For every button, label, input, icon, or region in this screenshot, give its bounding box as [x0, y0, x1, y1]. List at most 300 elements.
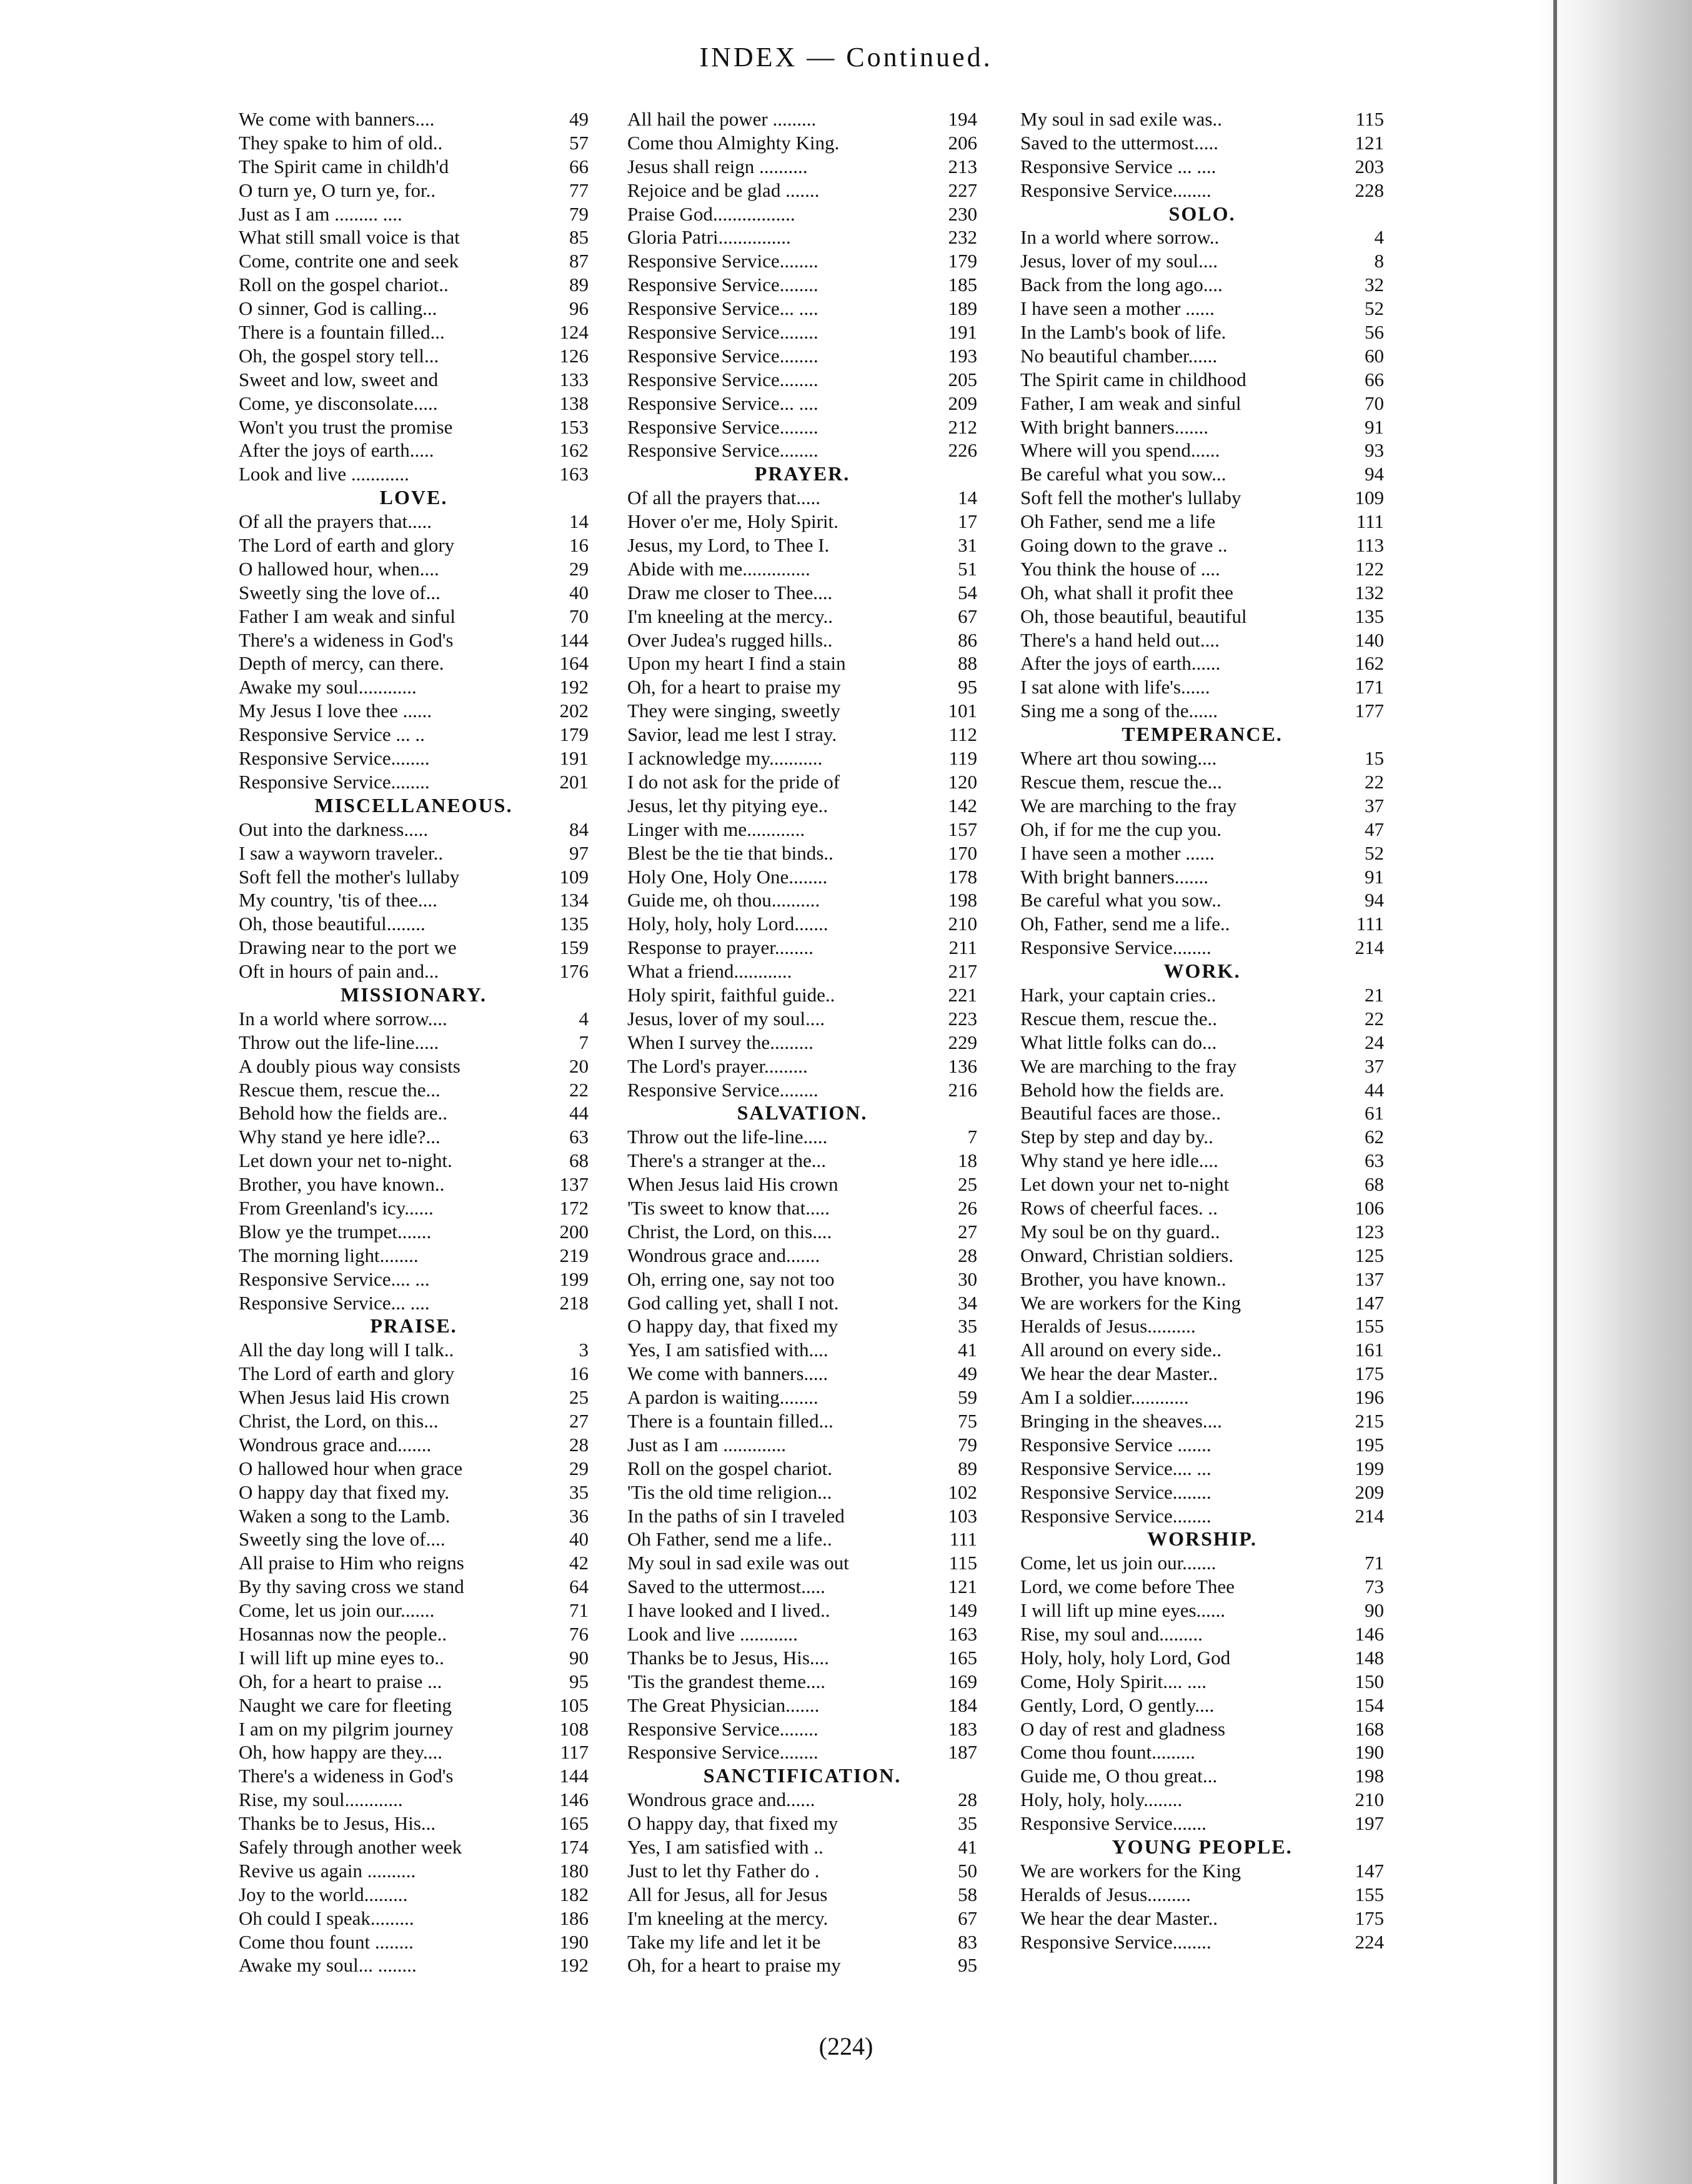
index-entry — [1020, 841, 1384, 865]
entry-page-number: 22 — [1365, 1007, 1384, 1030]
entry-title: Response to prayer........ — [627, 936, 814, 959]
entry-title: Jesus, lover of my soul.... — [627, 1007, 825, 1030]
entry-title: 'Tis the old time religion... — [627, 1481, 832, 1503]
entry-page-number: 119 — [948, 747, 977, 770]
entry-page-number: 83 — [958, 1930, 977, 1953]
index-entry — [239, 1196, 589, 1220]
entry-title: Of all the prayers that..... — [627, 487, 821, 509]
entry-title: Christ, the Lord, on this... — [239, 1409, 439, 1432]
entry-page-number: 63 — [569, 1126, 589, 1148]
entry-page-number: 168 — [1355, 1717, 1384, 1740]
index-entry — [239, 960, 589, 983]
entry-page-number: 22 — [569, 1078, 589, 1101]
entry-page-number: 20 — [569, 1055, 589, 1077]
index-entry — [1020, 865, 1384, 889]
entry-title: I will lift up mine eyes...... — [1020, 1599, 1226, 1622]
entry-page-number: 27 — [958, 1220, 977, 1243]
index-entry — [1020, 107, 1384, 131]
index-entry — [627, 439, 977, 462]
entry-title: My Jesus I love thee ...... — [239, 700, 432, 722]
entry-title: Come thou fount ........ — [239, 1930, 414, 1953]
entry-title: My soul be on thy guard.. — [1020, 1220, 1220, 1243]
entry-page-number: 91 — [1365, 415, 1384, 438]
index-entry — [627, 1457, 977, 1481]
index-entry — [239, 1575, 589, 1599]
entry-title: Draw me closer to Thee.... — [627, 581, 833, 603]
entry-title: Heralds of Jesus......... — [1020, 1883, 1191, 1905]
entry-page-number: 164 — [559, 652, 589, 675]
entry-page-number: 93 — [1365, 439, 1384, 462]
index-entry — [239, 581, 589, 605]
entry-title: Hover o'er me, Holy Spirit. — [627, 510, 839, 533]
entry-page-number: 94 — [1365, 889, 1384, 911]
entry-page-number: 14 — [958, 487, 977, 509]
index-entry — [239, 1078, 589, 1102]
entry-title: Be careful what you sow.. — [1020, 889, 1222, 911]
section-heading: TEMPERANCE. — [1122, 723, 1283, 746]
entry-page-number: 44 — [569, 1102, 589, 1124]
entry-page-number: 22 — [1365, 770, 1384, 793]
entry-title: Roll on the gospel chariot. — [627, 1457, 833, 1479]
entry-page-number: 133 — [559, 368, 589, 390]
entry-page-number: 37 — [1365, 1055, 1384, 1077]
entry-title: Responsive Service........ — [627, 1717, 819, 1740]
entry-page-number: 28 — [958, 1244, 977, 1266]
entry-title: O day of rest and gladness — [1020, 1717, 1225, 1740]
entry-page-number: 159 — [559, 936, 589, 959]
index-entry — [627, 1196, 977, 1220]
entry-title: You think the house of .... — [1020, 557, 1220, 580]
entry-title: All for Jesus, all for Jesus — [627, 1883, 828, 1905]
entry-page-number: 228 — [1355, 179, 1384, 201]
entry-page-number: 137 — [1355, 1268, 1384, 1290]
index-entry — [1020, 226, 1384, 249]
entry-page-number: 186 — [559, 1907, 589, 1929]
entry-title: Father I am weak and sinful — [239, 605, 455, 627]
entry-page-number: 147 — [1355, 1291, 1384, 1314]
entry-title: We are workers for the King — [1020, 1291, 1242, 1314]
entry-title: We are marching to the fray — [1020, 794, 1237, 817]
entry-page-number: 30 — [958, 1268, 977, 1290]
index-entry — [239, 1812, 589, 1835]
index-entry — [239, 1291, 589, 1315]
index-entry — [239, 462, 589, 486]
entry-page-number: 179 — [559, 723, 589, 746]
entry-title: Oh Father, send me a life — [1020, 510, 1216, 533]
entry-title: Come, Holy Spirit.... .... — [1020, 1670, 1207, 1692]
entry-page-number: 15 — [1365, 747, 1384, 770]
entry-page-number: 162 — [559, 439, 589, 462]
entry-title: Out into the darkness..... — [239, 818, 429, 840]
entry-page-number: 86 — [958, 628, 977, 651]
entry-page-number: 161 — [1355, 1339, 1384, 1361]
entry-title: Rows of cheerful faces. .. — [1020, 1196, 1218, 1219]
entry-title: Christ, the Lord, on this.... — [627, 1220, 832, 1243]
entry-page-number: 212 — [948, 415, 977, 438]
index-entry — [627, 1527, 977, 1551]
entry-title: Thanks be to Jesus, His.... — [627, 1646, 829, 1669]
index-entry — [627, 770, 977, 794]
index-entry — [1020, 794, 1384, 818]
entry-page-number: 182 — [559, 1883, 589, 1905]
binding-shadow — [1553, 0, 1557, 2184]
index-entry — [1020, 486, 1384, 510]
entry-page-number: 218 — [559, 1291, 589, 1314]
index-entry — [239, 1764, 589, 1788]
entry-title: Just to let thy Father do . — [627, 1859, 820, 1882]
section-heading: LOVE. — [379, 486, 448, 509]
index-entry — [627, 652, 977, 675]
index-column-2 — [627, 107, 977, 1977]
entry-title: Holy, holy, holy Lord, God — [1020, 1646, 1231, 1669]
entry-page-number: 57 — [569, 131, 589, 154]
entry-title: Yes, I am satisfied with .. — [627, 1836, 824, 1859]
index-entry — [1020, 534, 1384, 557]
entry-title: Throw out the life-line..... — [239, 1031, 439, 1053]
entry-title: Bringing in the sheaves.... — [1020, 1409, 1222, 1432]
index-entry — [239, 1409, 589, 1433]
entry-title: Responsive Service... .... — [627, 392, 819, 414]
index-entry — [627, 1930, 977, 1954]
index-entry — [239, 628, 589, 652]
index-entry — [1020, 1551, 1384, 1575]
index-entry — [627, 226, 977, 249]
entry-page-number: 96 — [569, 297, 589, 320]
entry-title: Praise God................. — [627, 202, 795, 225]
index-entry — [627, 936, 977, 960]
entry-title: Sweetly sing the love of.... — [239, 1528, 445, 1551]
entry-title: Responsive Service........ — [1020, 1481, 1212, 1503]
index-entry — [1020, 1314, 1384, 1338]
index-entry — [1020, 1173, 1384, 1196]
entry-title: Responsive Service ... .... — [1020, 155, 1217, 177]
entry-title: Oh, for a heart to praise my — [627, 1954, 841, 1977]
index-entry — [239, 1622, 589, 1646]
index-entry — [239, 1433, 589, 1457]
entry-page-number: 125 — [1355, 1244, 1384, 1266]
page-title: INDEX — Continued. — [699, 42, 993, 72]
index-entry — [1020, 1055, 1384, 1078]
index-entry — [239, 1859, 589, 1883]
section-heading: WORSHIP. — [1147, 1527, 1257, 1551]
entry-page-number: 36 — [569, 1504, 589, 1527]
index-entry — [239, 202, 589, 226]
entry-title: Guide me, oh thou.......... — [627, 889, 820, 911]
entry-title: Behold how the fields are.. — [239, 1102, 448, 1124]
entry-title: I'm kneeling at the mercy.. — [627, 605, 833, 627]
entry-page-number: 111 — [1356, 510, 1384, 533]
entry-page-number: 199 — [1355, 1457, 1384, 1479]
index-entry — [239, 652, 589, 675]
entry-page-number: 232 — [948, 226, 977, 249]
entry-title: Sweet and low, sweet and — [239, 368, 439, 390]
entry-page-number: 41 — [958, 1339, 977, 1361]
entry-title: Linger with me............ — [627, 818, 805, 840]
entry-page-number: 67 — [958, 1907, 977, 1929]
index-entry — [1020, 344, 1384, 368]
index-entry — [627, 605, 977, 628]
entry-page-number: 71 — [569, 1599, 589, 1622]
index-entry — [239, 320, 589, 344]
index-entry — [627, 1149, 977, 1173]
entry-title: Rescue them, rescue the... — [239, 1078, 440, 1101]
index-entry — [1020, 1078, 1384, 1102]
entry-page-number: 183 — [948, 1717, 977, 1740]
entry-title: When Jesus laid His crown — [239, 1386, 450, 1409]
entry-title: Brother, you have known.. — [1020, 1268, 1227, 1290]
entry-page-number: 169 — [948, 1670, 977, 1692]
entry-title: What still small voice is that — [239, 226, 460, 249]
entry-page-number: 27 — [569, 1409, 589, 1432]
entry-page-number: 49 — [569, 108, 589, 130]
entry-title: Onward, Christian soldiers. — [1020, 1244, 1233, 1266]
index-entry — [239, 1835, 589, 1859]
index-entry — [627, 1314, 977, 1338]
index-entry — [239, 1031, 589, 1055]
entry-title: They were singing, sweetly — [627, 700, 840, 722]
index-entry — [239, 912, 589, 936]
index-entry — [1020, 1481, 1384, 1504]
index-entry — [1020, 1196, 1384, 1220]
index-entry — [239, 297, 589, 320]
entry-title: Depth of mercy, can there. — [239, 652, 444, 675]
index-entry — [239, 1694, 589, 1717]
index-entry — [627, 1220, 977, 1244]
entry-page-number: 7 — [967, 1126, 977, 1148]
entry-title: Sing me a song of the...... — [1020, 700, 1218, 722]
index-entry — [627, 1670, 977, 1694]
index-entry — [1020, 1457, 1384, 1481]
index-entry — [1020, 1125, 1384, 1149]
index-entry — [627, 510, 977, 534]
entry-title: When Jesus laid His crown — [627, 1173, 839, 1196]
entry-page-number: 37 — [1365, 794, 1384, 817]
index-entry — [239, 1481, 589, 1504]
entry-title: Responsive Service........ — [1020, 936, 1212, 959]
index-entry — [627, 794, 977, 818]
index-entry — [1020, 1764, 1384, 1788]
entry-page-number: 29 — [569, 557, 589, 580]
section-heading: YOUNG PEOPLE. — [1112, 1835, 1293, 1859]
entry-title: Upon my heart I find a stain — [627, 652, 846, 675]
entry-title: Step by step and day by.. — [1020, 1126, 1213, 1148]
index-entry — [627, 1386, 977, 1409]
entry-page-number: 79 — [958, 1433, 977, 1456]
entry-page-number: 50 — [958, 1859, 977, 1882]
entry-page-number: 137 — [559, 1173, 589, 1196]
index-entry — [1020, 1859, 1384, 1883]
entry-title: Jesus, lover of my soul.... — [1020, 250, 1218, 272]
index-entry — [627, 1173, 977, 1196]
section-heading: SALVATION. — [737, 1101, 868, 1124]
entry-page-number: 163 — [948, 1623, 977, 1645]
index-entry — [1020, 1930, 1384, 1954]
index-entry — [239, 1220, 589, 1244]
index-entry — [627, 1717, 977, 1741]
entry-title: By thy saving cross we stand — [239, 1576, 464, 1598]
index-entry — [239, 747, 589, 770]
index-entry — [627, 1481, 977, 1504]
entry-title: I am on my pilgrim journey — [239, 1717, 454, 1740]
index-entry — [239, 1953, 589, 1977]
entry-title: Look and live ............ — [239, 463, 409, 485]
entry-page-number: 121 — [1355, 131, 1384, 154]
entry-page-number: 84 — [569, 818, 589, 840]
entry-title: Responsive Service.... ... — [239, 1268, 430, 1290]
entry-page-number: 28 — [958, 1789, 977, 1811]
index-entry — [627, 107, 977, 131]
index-entry — [627, 1599, 977, 1622]
entry-title: Responsive Service........ — [239, 747, 430, 770]
index-entry — [239, 1907, 589, 1930]
index-entry — [627, 1244, 977, 1268]
entry-title: Responsive Service........ — [239, 770, 430, 793]
entry-page-number: 178 — [948, 865, 977, 888]
entry-page-number: 214 — [1355, 936, 1384, 959]
entry-title: Lord, we come before Thee — [1020, 1576, 1235, 1598]
entry-page-number: 25 — [569, 1386, 589, 1409]
entry-page-number: 67 — [958, 605, 977, 627]
entry-title: 'Tis sweet to know that..... — [627, 1196, 830, 1219]
index-entry — [239, 155, 589, 179]
entry-page-number: 117 — [560, 1741, 589, 1764]
entry-title: Responsive Service........ — [627, 1078, 819, 1101]
index-entry — [239, 439, 589, 462]
index-entry — [1020, 415, 1384, 439]
index-entry — [239, 1268, 589, 1291]
index-entry — [1020, 675, 1384, 699]
entry-title: Abide with me.............. — [627, 557, 810, 580]
entry-page-number: 52 — [1365, 297, 1384, 320]
entry-page-number: 115 — [948, 1552, 977, 1574]
entry-page-number: 157 — [948, 818, 977, 840]
index-entry — [627, 1338, 977, 1362]
entry-title: There's a hand held out.... — [1020, 628, 1220, 651]
entry-title: All around on every side.. — [1020, 1339, 1222, 1361]
entry-page-number: 187 — [948, 1741, 977, 1764]
entry-title: Oh, for a heart to praise ... — [239, 1670, 442, 1692]
entry-title: I have seen a mother ...... — [1020, 841, 1215, 864]
index-entry — [627, 1740, 977, 1764]
index-entry — [239, 770, 589, 794]
entry-page-number: 136 — [948, 1055, 977, 1077]
entry-title: Hark, your captain cries.. — [1020, 983, 1217, 1006]
entry-page-number: 49 — [958, 1363, 977, 1385]
entry-title: A pardon is waiting........ — [627, 1386, 819, 1409]
entry-title: We hear the dear Master.. — [1020, 1363, 1218, 1385]
index-entry — [1020, 510, 1384, 534]
entry-page-number: 179 — [948, 250, 977, 272]
index-entry — [627, 534, 977, 557]
index-entry — [627, 865, 977, 889]
entry-page-number: 210 — [1355, 1789, 1384, 1811]
index-entry — [627, 960, 977, 983]
entry-page-number: 90 — [569, 1646, 589, 1669]
entry-page-number: 52 — [1365, 841, 1384, 864]
entry-page-number: 126 — [559, 344, 589, 367]
entry-page-number: 63 — [1365, 1149, 1384, 1172]
index-entry — [239, 1338, 589, 1362]
entry-title: Responsive Service........ — [627, 250, 819, 272]
entry-title: Won't you trust the promise — [239, 415, 453, 438]
index-entry — [239, 1646, 589, 1670]
entry-page-number: 135 — [559, 913, 589, 935]
entry-title: Just as I am ......... .... — [239, 202, 402, 225]
entry-page-number: 147 — [1355, 1859, 1384, 1882]
entry-title: Oh, how happy are they.... — [239, 1741, 442, 1764]
entry-title: All hail the power ......... — [627, 108, 817, 130]
index-entry — [1020, 652, 1384, 675]
entry-page-number: 211 — [948, 936, 977, 959]
index-entry — [239, 605, 589, 628]
entry-title: God calling yet, shall I not. — [627, 1291, 839, 1314]
entry-title: Come, ye disconsolate..... — [239, 392, 438, 414]
entry-page-number: 148 — [1355, 1646, 1384, 1669]
index-entry — [239, 131, 589, 155]
entry-title: My soul in sad exile was.. — [1020, 108, 1222, 130]
index-entry — [627, 131, 977, 155]
index-entry — [1020, 1694, 1384, 1717]
index-entry — [627, 1907, 977, 1930]
entry-page-number: 146 — [559, 1789, 589, 1811]
entry-page-number: 76 — [569, 1623, 589, 1645]
entry-page-number: 227 — [948, 179, 977, 201]
index-entry — [1020, 131, 1384, 155]
entry-page-number: 44 — [1365, 1078, 1384, 1101]
index-entry — [1020, 1575, 1384, 1599]
index-entry — [627, 1883, 977, 1907]
page-number: (224) — [819, 2032, 873, 2060]
entry-page-number: 95 — [569, 1670, 589, 1692]
index-entry — [1020, 392, 1384, 415]
entry-title: All praise to Him who reigns — [239, 1552, 464, 1574]
index-entry — [239, 865, 589, 889]
index-entry — [239, 1599, 589, 1622]
entry-title: Responsive Service........ — [1020, 1504, 1212, 1527]
entry-title: Come, contrite one and seek — [239, 250, 459, 272]
index-entry — [627, 368, 977, 392]
index-entry — [627, 486, 977, 510]
entry-page-number: 54 — [958, 581, 977, 603]
entry-title: Come thou fount......... — [1020, 1741, 1195, 1764]
entry-page-number: 94 — [1365, 463, 1384, 485]
entry-title: O happy day, that fixed my — [627, 1315, 839, 1338]
entry-title: What a friend............ — [627, 960, 792, 983]
entry-page-number: 24 — [1365, 1031, 1384, 1053]
entry-title: Guide me, O thou great... — [1020, 1765, 1218, 1787]
index-entry — [1020, 439, 1384, 462]
entry-title: Responsive Service....... — [1020, 1812, 1207, 1835]
entry-page-number: 4 — [579, 1007, 589, 1030]
index-entry — [1020, 1646, 1384, 1670]
entry-title: Yes, I am satisfied with.... — [627, 1339, 829, 1361]
entry-page-number: 3 — [579, 1339, 589, 1361]
entry-page-number: 134 — [559, 889, 589, 911]
entry-page-number: 68 — [1365, 1173, 1384, 1196]
entry-page-number: 60 — [1365, 344, 1384, 367]
entry-page-number: 209 — [1355, 1481, 1384, 1503]
index-entry — [1020, 1788, 1384, 1812]
index-entry — [239, 1551, 589, 1575]
entry-title: In a world where sorrow.. — [1020, 226, 1220, 249]
entry-title: Holy spirit, faithful guide.. — [627, 983, 835, 1006]
entry-page-number: 42 — [569, 1552, 589, 1574]
index-entry — [627, 392, 977, 415]
entry-page-number: 77 — [569, 179, 589, 201]
entry-page-number: 229 — [948, 1031, 977, 1053]
index-entry — [627, 747, 977, 770]
entry-title: Sweetly sing the love of... — [239, 581, 440, 603]
